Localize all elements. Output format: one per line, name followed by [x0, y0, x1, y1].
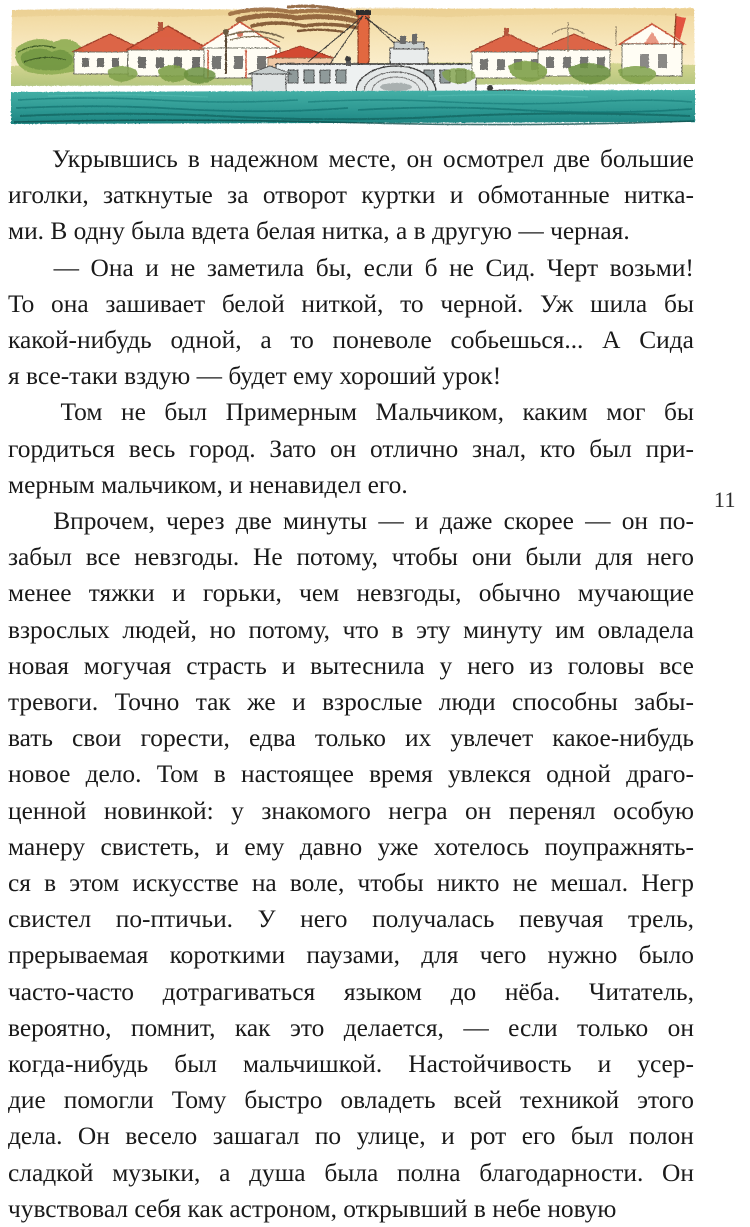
word: по-птичьи. — [115, 905, 234, 934]
word: в — [391, 615, 404, 644]
word: получалась — [372, 905, 495, 934]
word: свои — [72, 724, 122, 753]
word: увлекся — [447, 760, 531, 789]
word: мешал. — [550, 869, 629, 898]
word: Тому — [171, 1086, 227, 1115]
word: все — [85, 543, 121, 572]
word: был — [174, 1050, 217, 1079]
word: новая — [8, 651, 69, 680]
word: Впрочем, — [53, 507, 155, 536]
word: был — [570, 1122, 614, 1151]
word: в — [187, 145, 200, 173]
word: помогли — [63, 1086, 154, 1115]
word: гордиться — [8, 434, 115, 463]
word: — — [585, 507, 611, 536]
word: вытеснила — [310, 651, 425, 680]
word: им — [555, 615, 585, 644]
word: но — [209, 615, 236, 644]
word: быстро — [244, 1086, 323, 1115]
word: надежном — [209, 145, 319, 173]
first-line-indent — [8, 503, 42, 539]
word: ся — [8, 869, 31, 898]
word: две — [235, 507, 272, 536]
word: тяжки — [88, 579, 155, 608]
text-line — [8, 539, 694, 575]
word: знакомого — [261, 796, 371, 825]
word: Уж — [540, 289, 574, 318]
word: негра — [388, 796, 448, 825]
word: Она — [90, 253, 134, 282]
word: Сид. — [485, 253, 536, 282]
word: из — [529, 651, 553, 680]
word: у — [439, 651, 453, 680]
word: рот — [470, 1122, 507, 1151]
word: дотрагиваться — [162, 977, 316, 1006]
word: Читатель, — [588, 977, 694, 1006]
word: если — [508, 1013, 558, 1042]
word: он — [406, 145, 433, 173]
word: короткими — [169, 941, 286, 970]
word: языком — [343, 977, 422, 1006]
word: никто — [436, 869, 500, 898]
first-line-indent — [8, 394, 42, 430]
word: для — [421, 941, 459, 970]
paragraph — [8, 503, 694, 1227]
word: овладела — [597, 615, 694, 644]
word: забы- — [634, 688, 694, 717]
word: минуту — [463, 615, 543, 644]
word: не — [512, 869, 538, 898]
word: ему — [244, 832, 285, 861]
word: Сида — [639, 326, 694, 355]
word: увлечет — [450, 724, 534, 753]
paragraph — [8, 250, 694, 395]
first-line-indent — [8, 141, 42, 177]
word: чтобы — [391, 543, 458, 572]
word: люди — [438, 688, 496, 717]
word: и — [414, 507, 429, 536]
word: он — [465, 796, 492, 825]
word: часто-часто — [8, 977, 134, 1006]
word: свистеть, — [100, 832, 200, 861]
word: знал, — [471, 434, 527, 463]
word: полна — [396, 1158, 461, 1187]
text-line — [8, 829, 694, 865]
word: поневоле — [332, 326, 432, 355]
text-line — [8, 322, 694, 358]
word: головы — [567, 651, 645, 680]
word: осмотрел — [442, 145, 544, 173]
word: дела. — [8, 1122, 63, 1151]
word: в — [213, 760, 226, 789]
word: он — [667, 1013, 694, 1042]
text-line — [8, 431, 694, 467]
word: тревоги. — [8, 688, 99, 717]
word: не — [170, 253, 196, 282]
word: Укрывшись — [52, 145, 178, 173]
word: поупражнять- — [544, 832, 694, 861]
word: большие — [600, 145, 694, 173]
text-line — [8, 865, 694, 901]
word: взрослых — [8, 615, 110, 644]
word: настоящее — [240, 760, 354, 789]
word: новинкой: — [103, 796, 214, 825]
word: хотелось — [433, 832, 530, 861]
page-number: 11 — [713, 487, 736, 512]
word: давно — [299, 832, 363, 861]
word: заткнутые — [103, 181, 213, 210]
word: по — [314, 1122, 342, 1151]
text-line — [8, 1082, 694, 1118]
word: взрослые — [322, 688, 423, 717]
word: то — [290, 326, 314, 355]
word: только — [314, 724, 386, 753]
word: этом — [69, 869, 120, 898]
word: полон — [628, 1122, 694, 1151]
text-line — [8, 1191, 694, 1227]
word: нёба. — [504, 977, 561, 1006]
word: Не — [253, 543, 283, 572]
word: вать — [8, 724, 53, 753]
word: особую — [613, 796, 694, 825]
text-line — [8, 503, 694, 539]
word: забыл — [8, 543, 72, 572]
word: Зато — [269, 434, 317, 463]
word: трель, — [628, 905, 694, 934]
text-line — [8, 937, 694, 973]
word: мальчишкой. — [242, 1050, 383, 1079]
word: — — [378, 507, 404, 536]
word: этого — [637, 1086, 694, 1115]
word: и — [281, 651, 296, 680]
word: бы — [663, 398, 694, 427]
word: потому, — [248, 615, 330, 644]
text-line — [8, 793, 694, 829]
word: Настойчивость — [408, 1050, 572, 1079]
word: на — [251, 869, 277, 898]
word: едва — [248, 724, 296, 753]
text-line — [8, 1010, 694, 1046]
text-line — [8, 394, 694, 430]
word: бы, — [315, 253, 353, 282]
word: мог — [606, 398, 646, 427]
word: и — [441, 1122, 455, 1151]
word: Том — [60, 398, 103, 427]
word: страсть — [186, 651, 267, 680]
word: были — [525, 543, 582, 572]
word: какой-нибудь — [8, 326, 152, 355]
word: мучающие — [577, 579, 694, 608]
text-line — [8, 684, 694, 720]
word: овладеть — [340, 1086, 436, 1115]
word: и — [171, 579, 186, 608]
text-line — [8, 612, 694, 648]
first-line-indent — [8, 250, 42, 286]
word: черной. — [440, 289, 524, 318]
word: только — [577, 1013, 649, 1042]
word: паузами, — [306, 941, 400, 970]
word: отлично — [370, 434, 459, 463]
word: драго- — [626, 760, 694, 789]
word: техникой — [519, 1086, 620, 1115]
word: минуты — [282, 507, 368, 536]
word: и — [292, 688, 306, 717]
word: зашивает — [105, 289, 206, 318]
word: способны — [512, 688, 618, 717]
word: через — [166, 507, 225, 536]
text-line — [8, 575, 694, 611]
word: возьми! — [609, 253, 694, 282]
word: и — [215, 832, 229, 861]
word: какое-нибудь — [552, 724, 694, 753]
word: не — [449, 253, 474, 282]
word: уже — [377, 832, 419, 861]
line-text: ми. В одну была вдета белая нитка, а в другую — черная. — [8, 217, 630, 246]
text-line — [8, 213, 694, 249]
word: б — [424, 253, 438, 282]
word: иголки, — [8, 181, 89, 210]
word: — — [53, 253, 79, 282]
text-line — [8, 358, 694, 394]
word: — — [463, 1013, 489, 1042]
text-line — [8, 1155, 694, 1191]
word: весь — [128, 434, 176, 463]
word: новое — [8, 760, 71, 789]
line-text: чувствовал себя как астроном, открывший в небе новую — [8, 1194, 617, 1223]
word: даже — [439, 507, 493, 536]
word: чего — [479, 941, 527, 970]
word: у — [231, 796, 244, 825]
word: манеру — [8, 832, 86, 861]
word: То — [8, 289, 35, 318]
word: было — [638, 941, 694, 970]
word: искусстве — [132, 869, 239, 898]
text-line — [8, 974, 694, 1010]
word: в — [44, 869, 57, 898]
word: и — [449, 181, 464, 210]
paragraph — [8, 394, 694, 503]
word: весело — [125, 1122, 198, 1151]
word: куртки — [361, 181, 436, 210]
chapter-illustration — [8, 4, 698, 126]
word: и — [145, 253, 159, 282]
word: что — [342, 615, 379, 644]
word: обычно — [478, 579, 561, 608]
text-line — [8, 720, 694, 756]
text-line — [8, 286, 694, 322]
word: обмотанные — [477, 181, 610, 210]
word: могучая — [83, 651, 172, 680]
word: Он — [662, 1158, 694, 1187]
word: собьешься... — [450, 326, 584, 355]
word: усер- — [637, 1050, 694, 1079]
word: все — [659, 651, 694, 680]
word: заметила — [206, 253, 305, 282]
word: чем — [299, 579, 340, 608]
word: дие — [8, 1086, 46, 1115]
word: Он — [77, 1122, 110, 1151]
text-line — [8, 177, 694, 213]
word: а — [219, 1158, 231, 1187]
word: Примерным — [225, 398, 357, 427]
word: вероятно, — [8, 1013, 112, 1042]
word: если — [363, 253, 414, 282]
paragraph — [8, 141, 694, 250]
word: за — [227, 181, 249, 210]
word: месте, — [328, 145, 397, 173]
word: Том — [156, 760, 199, 789]
word: нитка- — [623, 181, 694, 210]
word: перенял — [508, 796, 596, 825]
word: две — [553, 145, 590, 173]
body-text — [8, 141, 694, 1227]
word: Негр — [641, 869, 694, 898]
word: Точно — [114, 688, 180, 717]
text-line — [8, 1118, 694, 1154]
word: воле, — [289, 869, 345, 898]
word: невзгоды, — [356, 579, 462, 608]
word: ниткой, — [301, 289, 384, 318]
word: его — [521, 1122, 556, 1151]
word: для — [595, 543, 633, 572]
word: ценной — [8, 796, 87, 825]
word: когда-нибудь — [8, 1050, 149, 1079]
word: так — [195, 688, 231, 717]
word: дело. — [85, 760, 142, 789]
line-text: мерным мальчиком, и ненавидел его. — [8, 470, 408, 499]
word: улице, — [356, 1122, 426, 1151]
text-line — [8, 648, 694, 684]
word: он — [621, 507, 648, 536]
word: был — [164, 398, 208, 427]
word: кто — [539, 434, 576, 463]
word: одной — [546, 760, 611, 789]
word: невзгоды. — [134, 543, 240, 572]
word: не — [120, 398, 146, 427]
word: каким — [522, 398, 588, 427]
word: она — [51, 289, 89, 318]
word: была — [324, 1158, 379, 1187]
steamboat-illustration-svg — [8, 4, 698, 126]
word: то — [400, 289, 424, 318]
word: отворот — [262, 181, 347, 210]
word: певучая — [519, 905, 604, 934]
word: они — [471, 543, 512, 572]
word: бы — [663, 289, 694, 318]
word: он — [329, 434, 357, 463]
word: свистел — [8, 905, 92, 934]
word: время — [369, 760, 433, 789]
text-line — [8, 1046, 694, 1082]
word: Мальчиком, — [375, 398, 504, 427]
word: одной, — [170, 326, 242, 355]
word: зашагал — [212, 1122, 300, 1151]
word: их — [405, 724, 432, 753]
line-text: я все-таки вздую — будет ему хороший урок! — [8, 362, 502, 391]
text-line — [8, 467, 694, 503]
word: У — [257, 905, 276, 934]
word: помнит, — [130, 1013, 216, 1042]
word: до — [450, 977, 477, 1006]
word: менее — [8, 579, 72, 608]
text-line — [8, 250, 694, 286]
word: чтобы — [357, 869, 424, 898]
word: делается, — [343, 1013, 444, 1042]
word: горести, — [140, 724, 230, 753]
text-line — [8, 141, 694, 177]
word: был — [589, 434, 632, 463]
word: нужно — [547, 941, 618, 970]
word: Черт — [546, 253, 599, 282]
word: сладкой — [8, 1158, 94, 1187]
word: душа — [249, 1158, 306, 1187]
word: людей, — [122, 615, 197, 644]
word: это — [289, 1013, 325, 1042]
word: по- — [659, 507, 694, 536]
word: него — [467, 651, 515, 680]
word: музыки, — [112, 1158, 201, 1187]
word: как — [234, 1013, 271, 1042]
word: а — [260, 326, 272, 355]
word: всей — [453, 1086, 502, 1115]
word: и — [597, 1050, 612, 1079]
word: него — [300, 905, 348, 934]
text-line — [8, 901, 694, 937]
word: город. — [189, 434, 256, 463]
word: при- — [645, 434, 694, 463]
word: же — [247, 688, 276, 717]
word: белой — [221, 289, 285, 318]
word: эту — [416, 615, 451, 644]
word: потому, — [296, 543, 378, 572]
word: А — [602, 326, 621, 355]
word: прерываемая — [8, 941, 149, 970]
text-line — [8, 756, 694, 792]
word: скорее — [503, 507, 574, 536]
word: горьки, — [202, 579, 282, 608]
word: благодарности. — [479, 1158, 644, 1187]
word: шила — [590, 289, 648, 318]
word: него — [646, 543, 694, 572]
